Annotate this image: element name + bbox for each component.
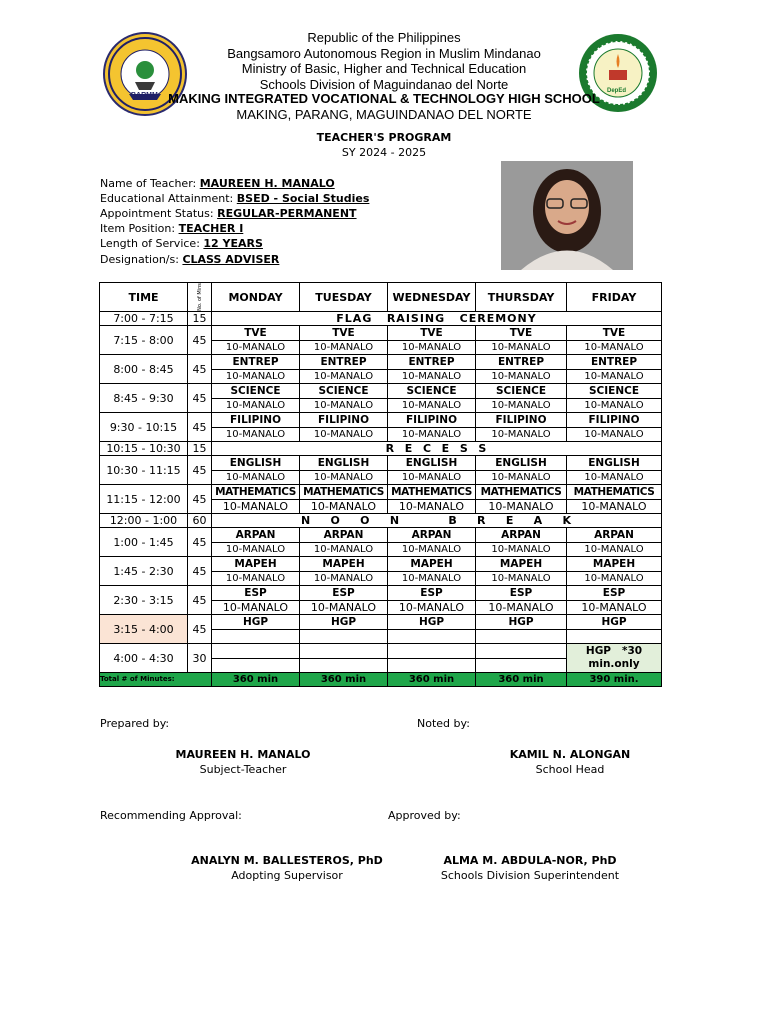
section-cell: 10-MANALO bbox=[476, 471, 567, 485]
section-cell: 10-MANALO bbox=[567, 341, 662, 355]
subject-cell: SCIENCE bbox=[567, 384, 662, 399]
subject-cell: HGP bbox=[567, 615, 662, 630]
section-cell: 10-MANALO bbox=[212, 543, 300, 557]
section-cell: 10-MANALO bbox=[388, 572, 476, 586]
empty-cell bbox=[388, 659, 476, 673]
section-cell: 10-MANALO bbox=[212, 428, 300, 442]
subject-cell: FILIPINO bbox=[212, 413, 300, 428]
header-mins bbox=[188, 283, 212, 312]
header-ministry: Ministry of Basic, Higher and Technical Education bbox=[241, 61, 527, 76]
time-cell: 12:00 - 1:00 bbox=[100, 514, 188, 528]
section-cell bbox=[212, 630, 300, 644]
noted-name: KAMIL N. ALONGAN bbox=[509, 748, 631, 761]
subject-cell: MAPEH bbox=[388, 557, 476, 572]
time-cell: 1:45 - 2:30 bbox=[100, 557, 188, 586]
schedule-row bbox=[100, 644, 662, 659]
section-cell: 10-MANALO bbox=[212, 471, 300, 485]
education-value: BSED - Social Studies bbox=[236, 192, 370, 205]
total-label: Total # of Minutes: bbox=[100, 673, 212, 687]
section-cell bbox=[476, 630, 567, 644]
section-cell: 10-MANALO bbox=[476, 341, 567, 355]
section-cell: 10-MANALO bbox=[300, 471, 388, 485]
schedule-row bbox=[100, 514, 662, 528]
schedule-row bbox=[100, 326, 662, 341]
subject-cell: TVE bbox=[476, 326, 567, 341]
section-cell: 10-MANALO bbox=[567, 471, 662, 485]
section-cell: 10-MANALO bbox=[567, 370, 662, 384]
subject-cell: ARPAN bbox=[300, 528, 388, 543]
prepared-title: Subject-Teacher bbox=[199, 763, 287, 776]
subject-cell: MAPEH bbox=[212, 557, 300, 572]
empty-cell bbox=[212, 644, 300, 659]
empty-cell bbox=[300, 659, 388, 673]
header-tuesday: TUESDAY bbox=[300, 283, 388, 312]
subject-cell: ESP bbox=[567, 586, 662, 601]
subject-cell: ENTREP bbox=[476, 355, 567, 370]
section-cell: 10-MANALO bbox=[567, 543, 662, 557]
header-region: Bangsamoro Autonomous Region in Muslim Mindanao bbox=[227, 46, 541, 61]
header-monday: MONDAY bbox=[212, 283, 300, 312]
header-thursday: THURSDAY bbox=[476, 283, 567, 312]
deped-logo-text: DepEd bbox=[607, 88, 627, 94]
total-wed: 360 min bbox=[388, 673, 476, 687]
time-cell: 7:15 - 8:00 bbox=[100, 326, 188, 355]
time-cell: 1:00 - 1:45 bbox=[100, 528, 188, 557]
education-row bbox=[100, 191, 369, 206]
time-cell: 8:00 - 8:45 bbox=[100, 355, 188, 384]
recommending-name: ANALYN M. BALLESTEROS, PhD bbox=[191, 854, 383, 867]
section-cell: 10-MANALO bbox=[212, 572, 300, 586]
section-cell bbox=[300, 630, 388, 644]
time-cell: 7:00 - 7:15 bbox=[100, 312, 188, 326]
time-cell: 10:15 - 10:30 bbox=[100, 442, 188, 456]
empty-cell bbox=[300, 644, 388, 659]
schedule-row bbox=[100, 355, 662, 370]
education-label: Educational Attainment: bbox=[100, 192, 234, 205]
section-cell: 10-MANALO bbox=[388, 543, 476, 557]
subject-cell: SCIENCE bbox=[212, 384, 300, 399]
subject-cell: FILIPINO bbox=[567, 413, 662, 428]
subject-cell: MAPEH bbox=[567, 557, 662, 572]
subject-cell: TVE bbox=[388, 326, 476, 341]
position-row bbox=[100, 221, 243, 236]
subject-cell: ARPAN bbox=[476, 528, 567, 543]
schedule-row bbox=[100, 456, 662, 471]
section-cell: 10-MANALO bbox=[567, 601, 662, 615]
minutes-cell: 45 bbox=[188, 528, 212, 557]
subject-cell: ARPAN bbox=[212, 528, 300, 543]
total-fri: 390 min. bbox=[567, 673, 662, 687]
subject-cell: ENGLISH bbox=[300, 456, 388, 471]
subject-cell: FILIPINO bbox=[476, 413, 567, 428]
subject-cell: HGP bbox=[476, 615, 567, 630]
subject-cell: ENGLISH bbox=[567, 456, 662, 471]
teacher-name-row bbox=[100, 176, 335, 191]
section-cell: 10-MANALO bbox=[388, 500, 476, 514]
section-cell: 10-MANALO bbox=[300, 601, 388, 615]
school-name: MAKING INTEGRATED VOCATIONAL & TECHNOLOGY HIGH SCHOOL bbox=[168, 91, 600, 106]
subject-cell: ESP bbox=[388, 586, 476, 601]
subject-cell: ENGLISH bbox=[476, 456, 567, 471]
section-cell: 10-MANALO bbox=[388, 428, 476, 442]
subject-cell: HGP bbox=[212, 615, 300, 630]
status-value: REGULAR-PERMANENT bbox=[217, 207, 357, 220]
schedule-row bbox=[100, 615, 662, 630]
total-mon: 360 min bbox=[212, 673, 300, 687]
section-cell: 10-MANALO bbox=[300, 572, 388, 586]
subject-cell: ENTREP bbox=[388, 355, 476, 370]
section-cell: 10-MANALO bbox=[388, 399, 476, 413]
minutes-cell: 15 bbox=[188, 442, 212, 456]
section-cell: 10-MANALO bbox=[567, 572, 662, 586]
minutes-cell: 45 bbox=[188, 586, 212, 615]
section-cell bbox=[388, 630, 476, 644]
teacher-name-label: Name of Teacher: bbox=[100, 177, 197, 190]
subject-cell: ESP bbox=[476, 586, 567, 601]
header-mins-label: No. of Mins bbox=[197, 283, 203, 311]
time-cell: 4:00 - 4:30 bbox=[100, 644, 188, 673]
prepared-label: Prepared by: bbox=[100, 717, 170, 730]
teacher-portrait-icon bbox=[501, 161, 633, 270]
approved-label: Approved by: bbox=[388, 809, 461, 822]
subject-cell: SCIENCE bbox=[300, 384, 388, 399]
subject-cell: MATHEMATICS bbox=[212, 485, 300, 500]
table-header-row bbox=[100, 283, 662, 312]
approved-name: ALMA M. ABDULA-NOR, PhD bbox=[443, 854, 617, 867]
header-wednesday: WEDNESDAY bbox=[388, 283, 476, 312]
time-cell: 10:30 - 11:15 bbox=[100, 456, 188, 485]
section-cell: 10-MANALO bbox=[300, 399, 388, 413]
subject-cell: ARPAN bbox=[567, 528, 662, 543]
minutes-cell: 45 bbox=[188, 355, 212, 384]
minutes-cell: 45 bbox=[188, 413, 212, 442]
subject-cell: FILIPINO bbox=[388, 413, 476, 428]
section-cell: 10-MANALO bbox=[476, 601, 567, 615]
section-cell: 10-MANALO bbox=[212, 370, 300, 384]
section-cell: 10-MANALO bbox=[300, 543, 388, 557]
position-value: TEACHER I bbox=[178, 222, 244, 235]
subject-cell: MATHEMATICS bbox=[476, 485, 567, 500]
subject-cell: ENGLISH bbox=[212, 456, 300, 471]
subject-cell: TVE bbox=[300, 326, 388, 341]
section-cell: 10-MANALO bbox=[476, 572, 567, 586]
section-cell: 10-MANALO bbox=[300, 428, 388, 442]
span-activity-cell: FLAG RAISING CEREMONY bbox=[212, 312, 662, 326]
section-cell: 10-MANALO bbox=[212, 601, 300, 615]
service-label: Length of Service: bbox=[100, 237, 200, 250]
subject-cell: HGP bbox=[388, 615, 476, 630]
section-cell: 10-MANALO bbox=[300, 370, 388, 384]
service-value: 12 YEARS bbox=[203, 237, 263, 250]
prepared-name: MAUREEN H. MANALO bbox=[175, 748, 311, 761]
section-cell bbox=[567, 630, 662, 644]
service-row bbox=[100, 236, 263, 251]
program-title: TEACHER'S PROGRAM bbox=[316, 131, 452, 144]
teacher-photo bbox=[501, 161, 633, 270]
subject-cell: MAPEH bbox=[300, 557, 388, 572]
header-division: Schools Division of Maguindanao del Norte bbox=[259, 77, 509, 92]
subject-cell: TVE bbox=[212, 326, 300, 341]
schedule-row bbox=[100, 485, 662, 500]
header-friday: FRIDAY bbox=[567, 283, 662, 312]
section-cell: 10-MANALO bbox=[476, 543, 567, 557]
noted-title: School Head bbox=[535, 763, 605, 776]
empty-cell bbox=[212, 659, 300, 673]
total-row bbox=[100, 673, 662, 687]
schedule-row bbox=[100, 384, 662, 399]
empty-cell bbox=[388, 644, 476, 659]
empty-cell bbox=[476, 644, 567, 659]
minutes-cell: 45 bbox=[188, 557, 212, 586]
schedule-row bbox=[100, 413, 662, 428]
section-cell: 10-MANALO bbox=[300, 500, 388, 514]
subject-cell: MATHEMATICS bbox=[300, 485, 388, 500]
subject-cell: SCIENCE bbox=[476, 384, 567, 399]
subject-cell: ARPAN bbox=[388, 528, 476, 543]
time-cell: 3:15 - 4:00 bbox=[100, 615, 188, 644]
schedule-row bbox=[100, 442, 662, 456]
subject-cell: ESP bbox=[300, 586, 388, 601]
school-address: MAKING, PARANG, MAGUINDANAO DEL NORTE bbox=[236, 107, 532, 122]
subject-cell: MAPEH bbox=[476, 557, 567, 572]
schedule-row bbox=[100, 586, 662, 601]
minutes-cell: 30 bbox=[188, 644, 212, 673]
designation-value: CLASS ADVISER bbox=[182, 253, 280, 266]
section-cell: 10-MANALO bbox=[567, 399, 662, 413]
schedule-row bbox=[100, 557, 662, 572]
position-label: Item Position: bbox=[100, 222, 176, 235]
designation-label: Designation/s: bbox=[100, 253, 179, 266]
minutes-cell: 60 bbox=[188, 514, 212, 528]
section-cell: 10-MANALO bbox=[476, 500, 567, 514]
subject-cell: ENGLISH bbox=[388, 456, 476, 471]
subject-cell: MATHEMATICS bbox=[567, 485, 662, 500]
header-time: TIME bbox=[100, 283, 188, 312]
section-cell: 10-MANALO bbox=[476, 428, 567, 442]
status-row bbox=[100, 206, 357, 221]
schedule-row bbox=[100, 528, 662, 543]
minutes-cell: 45 bbox=[188, 384, 212, 413]
time-cell: 2:30 - 3:15 bbox=[100, 586, 188, 615]
schedule-row bbox=[100, 312, 662, 326]
schedule-table bbox=[99, 282, 662, 687]
subject-cell: HGP bbox=[300, 615, 388, 630]
subject-cell: FILIPINO bbox=[300, 413, 388, 428]
section-cell: 10-MANALO bbox=[567, 428, 662, 442]
subject-cell: ENTREP bbox=[212, 355, 300, 370]
empty-cell bbox=[476, 659, 567, 673]
section-cell: 10-MANALO bbox=[476, 399, 567, 413]
minutes-cell: 45 bbox=[188, 615, 212, 644]
barmm-logo-text: BARMM bbox=[131, 92, 158, 99]
section-cell: 10-MANALO bbox=[300, 341, 388, 355]
section-cell: 10-MANALO bbox=[212, 500, 300, 514]
span-activity-cell: N O O N B R E A K bbox=[212, 514, 662, 528]
teacher-name: MAUREEN H. MANALO bbox=[199, 177, 335, 190]
section-cell: 10-MANALO bbox=[212, 399, 300, 413]
span-activity-cell: R E C E S S bbox=[212, 442, 662, 456]
approved-title: Schools Division Superintendent bbox=[440, 869, 620, 882]
friday-note-cell: HGP *30 min.only bbox=[567, 644, 662, 673]
subject-cell: MATHEMATICS bbox=[388, 485, 476, 500]
subject-cell: ESP bbox=[212, 586, 300, 601]
section-cell: 10-MANALO bbox=[567, 500, 662, 514]
section-cell: 10-MANALO bbox=[476, 370, 567, 384]
recommending-title: Adopting Supervisor bbox=[231, 869, 343, 882]
subject-cell: ENTREP bbox=[567, 355, 662, 370]
minutes-cell: 45 bbox=[188, 326, 212, 355]
section-cell: 10-MANALO bbox=[388, 341, 476, 355]
section-cell: 10-MANALO bbox=[212, 341, 300, 355]
section-cell: 10-MANALO bbox=[388, 601, 476, 615]
subject-cell: SCIENCE bbox=[388, 384, 476, 399]
total-thu: 360 min bbox=[476, 673, 567, 687]
section-cell: 10-MANALO bbox=[388, 471, 476, 485]
time-cell: 11:15 - 12:00 bbox=[100, 485, 188, 514]
minutes-cell: 45 bbox=[188, 485, 212, 514]
header-republic: Republic of the Philippines bbox=[307, 30, 461, 45]
minutes-cell: 45 bbox=[188, 456, 212, 485]
section-cell: 10-MANALO bbox=[388, 370, 476, 384]
minutes-cell: 15 bbox=[188, 312, 212, 326]
total-tue: 360 min bbox=[300, 673, 388, 687]
subject-cell: TVE bbox=[567, 326, 662, 341]
status-label: Appointment Status: bbox=[100, 207, 214, 220]
subject-cell: ENTREP bbox=[300, 355, 388, 370]
recommending-label: Recommending Approval: bbox=[100, 809, 242, 822]
time-cell: 9:30 - 10:15 bbox=[100, 413, 188, 442]
program-sy: SY 2024 - 2025 bbox=[341, 146, 427, 159]
designation-row bbox=[100, 252, 279, 267]
time-cell: 8:45 - 9:30 bbox=[100, 384, 188, 413]
noted-label: Noted by: bbox=[417, 717, 470, 730]
